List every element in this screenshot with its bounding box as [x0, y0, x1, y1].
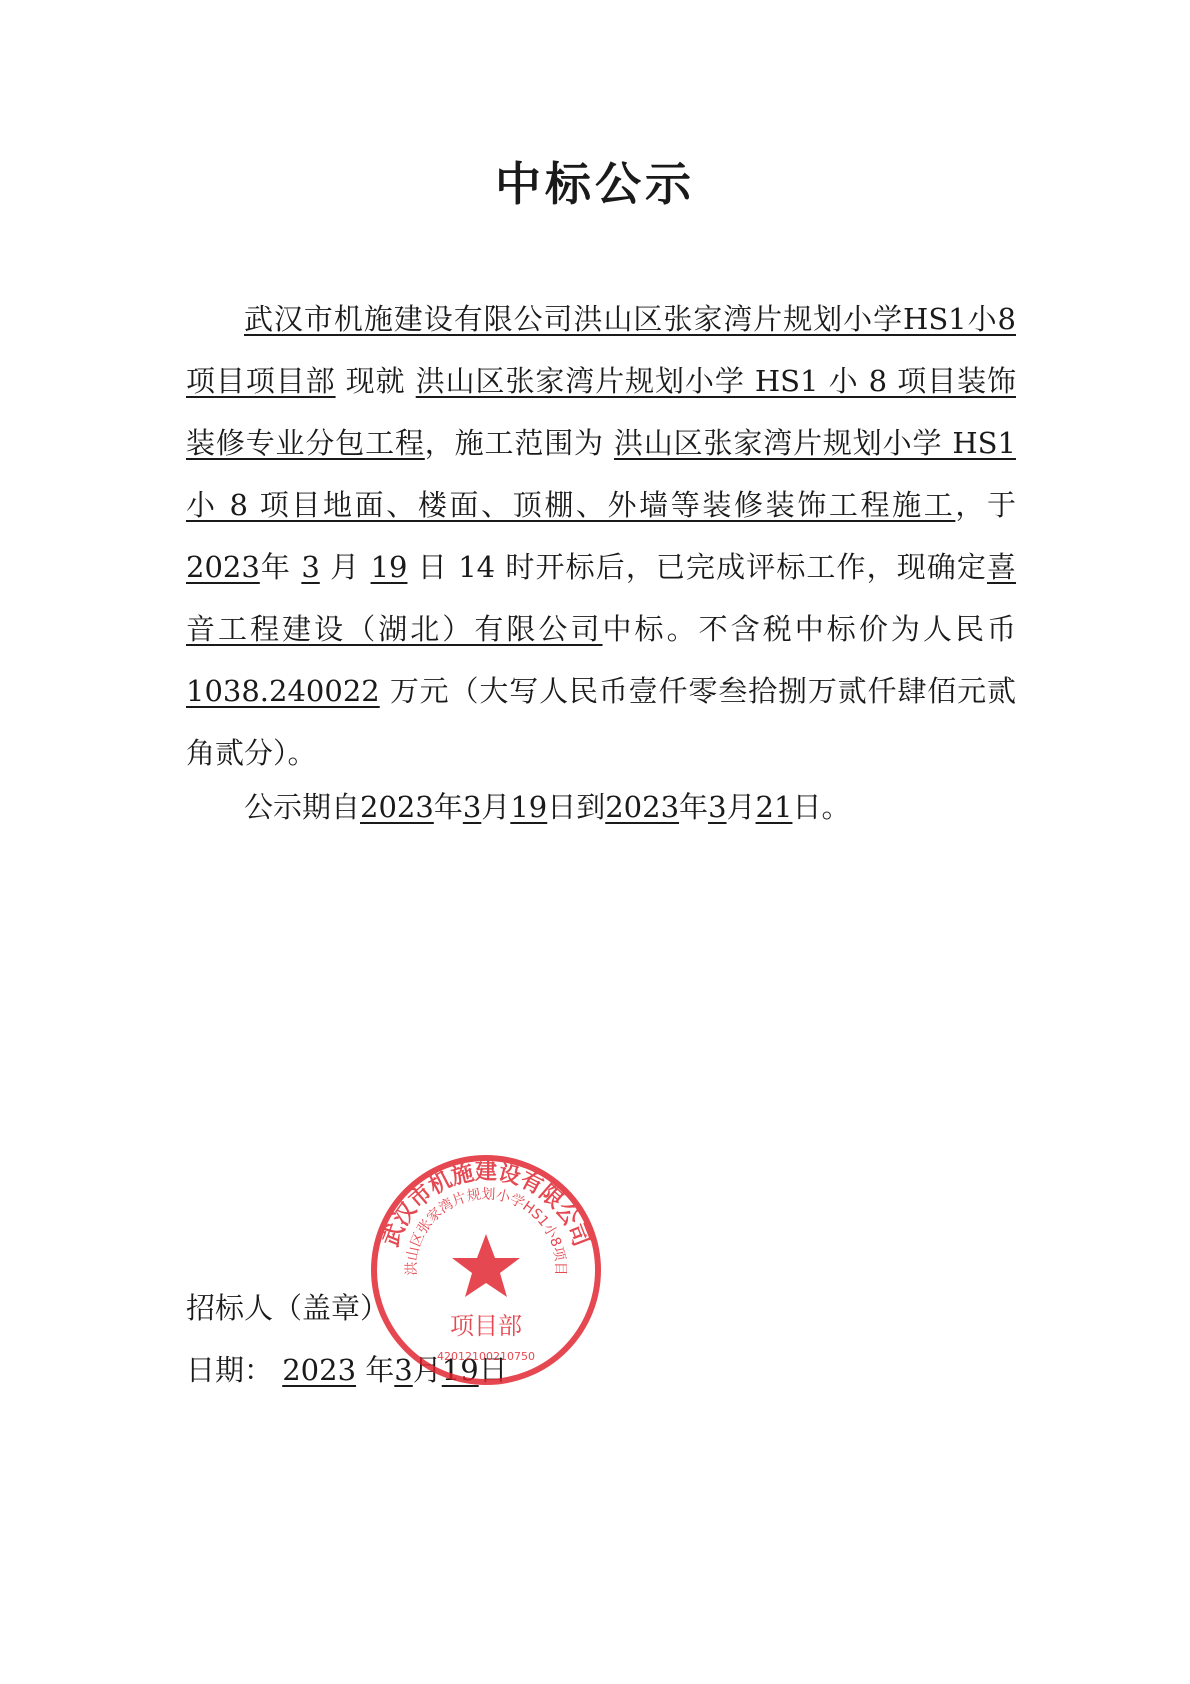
date-month: 3 — [394, 1353, 413, 1387]
open-month: 3 — [301, 550, 320, 584]
period-end-day: 21 — [755, 790, 793, 824]
publicity-period — [244, 776, 850, 838]
open-year: 2023 — [186, 550, 260, 584]
period-start-month: 3 — [462, 790, 482, 824]
period-month-unit-2: 月 — [726, 790, 756, 824]
seal-outer-text: 武汉市机施建设有限公司 — [377, 1159, 595, 1251]
seal-center-text: 项目部 — [450, 1312, 522, 1340]
seal-inner-text: 洪山区张家湾片规划小学HS1小8项目 — [403, 1186, 569, 1276]
project-name: 洪山区张家湾片规划小学 HS1 小 8 项目装饰装修专业分包工程 — [186, 364, 1017, 460]
period-prefix: 公示期自 — [244, 790, 361, 824]
period-year-unit-2: 年 — [679, 790, 709, 824]
period-start-day: 19 — [510, 790, 548, 824]
period-end-month: 3 — [708, 790, 727, 824]
day-time-text: 日 14 时开标后，已完成评标工作，现确定 — [417, 550, 988, 584]
seal-graphic — [366, 1150, 606, 1390]
date-year-unit: 年 — [365, 1353, 395, 1387]
period-month-unit: 月 — [481, 790, 511, 824]
tenderer-seal-label: 招标人（盖章） — [186, 1291, 390, 1325]
date-label: 日期： — [186, 1353, 274, 1387]
period-year-unit: 年 — [433, 790, 463, 824]
period-day-to: 日到 — [547, 790, 606, 824]
tenderer-name: 武汉市机施建设有限公司洪山区张家湾片规划小学HS1小8项目项目部 — [186, 302, 1016, 398]
month-unit: 月 — [330, 550, 361, 584]
company-seal — [366, 1150, 606, 1390]
date-year: 2023 — [282, 1353, 357, 1387]
period-start-year: 2023 — [360, 790, 434, 824]
notice-paragraph — [186, 288, 1016, 784]
date-month-unit: 月 — [412, 1353, 442, 1387]
winner-name: 喜音工程建设（湖北）有限公司 — [186, 550, 1017, 646]
date-day: 19 — [441, 1353, 479, 1387]
period-day-end: 日。 — [792, 790, 851, 824]
announce-text: 现就 — [345, 364, 406, 398]
open-day: 19 — [370, 550, 408, 584]
at-text: ，于 — [955, 488, 1016, 522]
scope-label: ，施工范围为 — [424, 426, 604, 460]
price-value: 1038.240022 — [186, 674, 380, 708]
page-title: 中标公示 — [495, 157, 695, 211]
price-suffix: 万元（大写人民币壹仟零叁拾捌万贰仟肆佰元贰角贰分）。 — [186, 674, 1016, 770]
date-day-unit: 日 — [478, 1353, 508, 1387]
notice-body — [186, 288, 1016, 784]
winner-suffix: 中标。不含税中标价为人民币 — [602, 612, 1016, 646]
scope-text: 洪山区张家湾片规划小学 HS1 小 8 项目地面、楼面、顶棚、外墙等装修装饰工程施工 — [186, 426, 1016, 522]
period-end-year: 2023 — [605, 790, 680, 824]
year-unit: 年 — [259, 550, 292, 584]
seal-code-text: 42012100210750 — [437, 1350, 535, 1363]
five-point-star-icon — [452, 1234, 520, 1297]
